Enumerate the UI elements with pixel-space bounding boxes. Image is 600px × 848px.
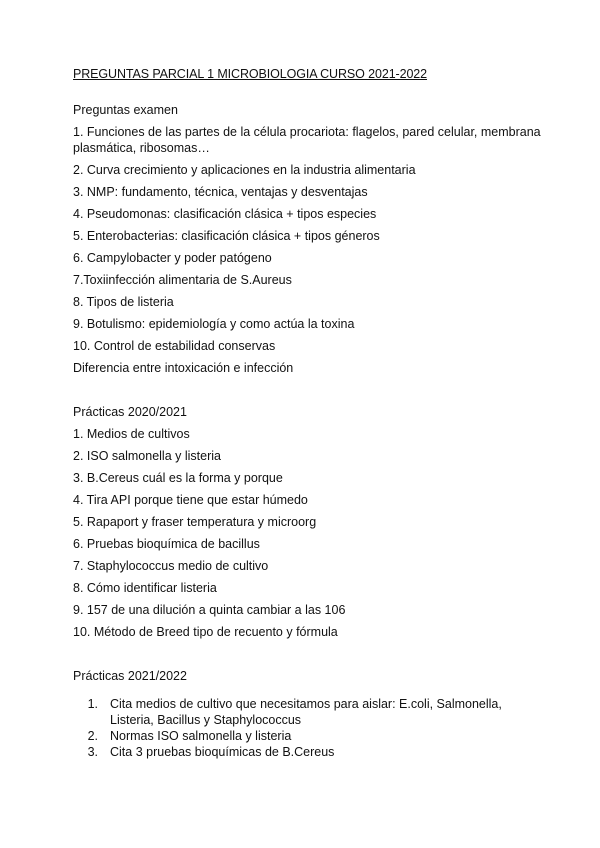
section-preguntas-examen [73,102,553,376]
document-page [73,66,553,760]
list-item: 9. 157 de una dilución a quinta cambiar a las 106 [73,603,346,617]
list-item: 5. Enterobacterias: clasificación clásica + tipos géneros [73,229,380,243]
document-title: PREGUNTAS PARCIAL 1 MICROBIOLOGIA CURSO 2021-2022 [73,67,428,81]
list-item: 8. Tipos de listeria [73,295,174,309]
list-item: 4. Tira API porque tiene que estar húmedo [73,493,308,507]
list-item: 6. Pruebas bioquímica de bacillus [73,537,260,551]
list-item: 10. Método de Breed tipo de recuento y fórmula [73,625,338,639]
list-item: 9. Botulismo: epidemiología y como actúa la toxina [73,317,355,331]
list-number: 1. [87,697,98,711]
list-item: Diferencia entre intoxicación e infección [73,361,294,375]
list-number: 3. [87,745,98,759]
list-item: 6. Campylobacter y poder patógeno [73,251,272,265]
numbered-list-item [73,728,553,744]
list-item: 2. ISO salmonella y listeria [73,449,221,463]
list-item: 1. Medios de cultivos [73,427,190,441]
list-item: 1. Funciones de las partes de la célula procariota: flagelos, pared celular, membrana plasmática, ribosomas… [73,125,541,155]
section-practicas-2020-2021 [73,404,553,640]
list-item-text: Normas ISO salmonella y listeria [110,729,292,743]
numbered-list-item [73,696,553,728]
list-item: 8. Cómo identificar listeria [73,581,217,595]
list-item: 7.Toxiinfección alimentaria de S.Aureus [73,273,292,287]
list-item: 7. Staphylococcus medio de cultivo [73,559,269,573]
list-item-text: Cita 3 pruebas bioquímicas de B.Cereus [110,745,335,759]
list-item: 10. Control de estabilidad conservas [73,339,276,353]
numbered-list [73,696,553,760]
list-item-text: Cita medios de cultivo que necesitamos para aislar: E.coli, Salmonella, Listeria, Bacillus y Staphylococcus [110,697,502,727]
list-item: 5. Rapaport y fraser temperatura y microorg [73,515,317,529]
numbered-list-item [73,744,553,760]
list-item: 2. Curva crecimiento y aplicaciones en la industria alimentaria [73,163,416,177]
section-practicas-2021-2022 [73,668,553,760]
list-item: 3. B.Cereus cuál es la forma y porque [73,471,283,485]
list-item: 3. NMP: fundamento, técnica, ventajas y desventajas [73,185,368,199]
list-number: 2. [87,729,98,743]
section-heading: Prácticas 2020/2021 [73,405,187,419]
list-item: 4. Pseudomonas: clasificación clásica + tipos especies [73,207,377,221]
section-heading: Preguntas examen [73,103,178,117]
section-heading: Prácticas 2021/2022 [73,669,187,683]
